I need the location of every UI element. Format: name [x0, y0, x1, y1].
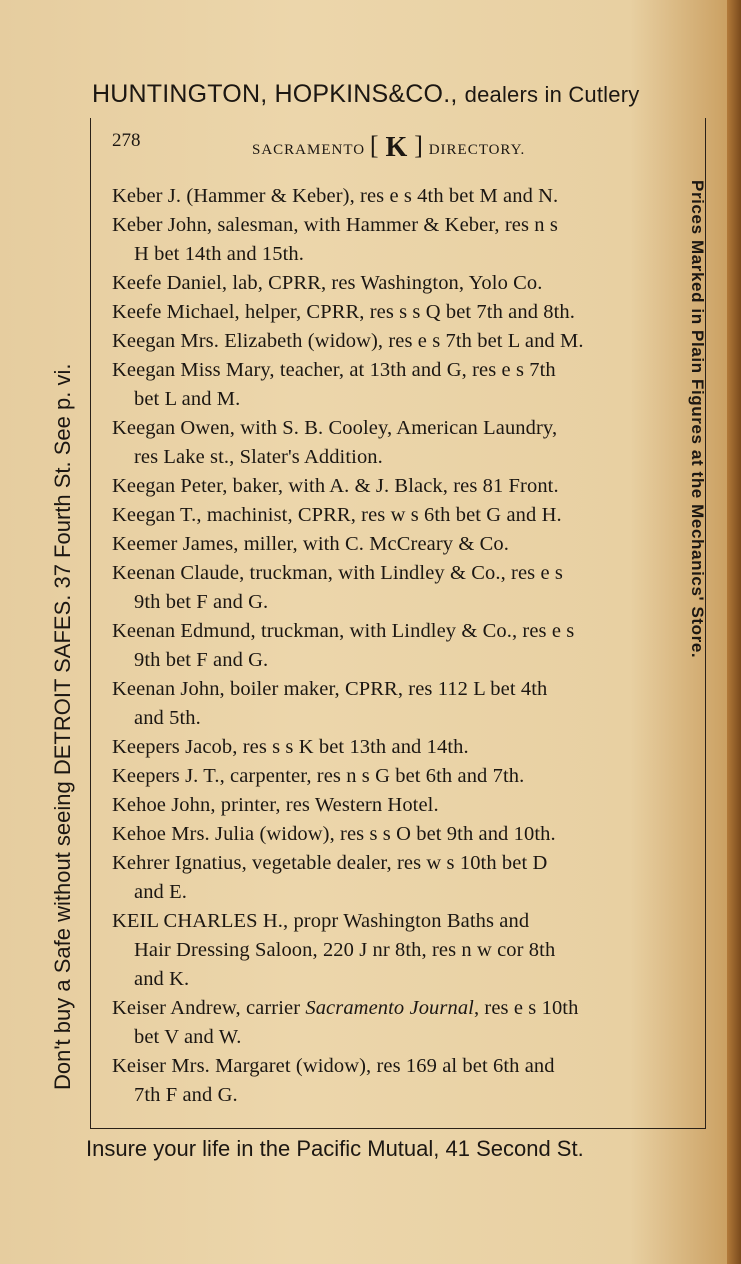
directory-entry	[112, 849, 697, 907]
directory-entry	[112, 530, 697, 559]
running-head	[252, 130, 525, 162]
close-bracket: ]	[414, 131, 424, 160]
entry-line: and 5th.	[134, 707, 201, 729]
entry-line: Kehrer Ignatius, vegetable dealer, res w s 10th bet D	[112, 852, 548, 874]
entry-line: Keegan Miss Mary, teacher, at 13th and G, res e s 7th	[112, 359, 556, 381]
entry-line: Keiser Mrs. Margaret (widow), res 169 al bet 6th and	[112, 1055, 555, 1077]
top-ad-tail: dealers in Cutlery	[464, 82, 640, 107]
entry-line: res Lake st., Slater's Addition.	[134, 446, 383, 468]
top-ad-firm: HUNTINGTON, HOPKINS&CO.,	[92, 80, 458, 108]
entry-line: Keenan Edmund, truckman, with Lindley & Co., res e s	[112, 620, 575, 642]
page-header	[112, 128, 692, 164]
entry-line: and K.	[134, 968, 190, 990]
entry-line: Keegan Peter, baker, with A. & J. Black, res 81 Front.	[112, 475, 559, 497]
book-spine	[727, 0, 741, 1264]
running-head-directory: DIRECTORY.	[428, 142, 526, 158]
entry-line: Keenan Claude, truckman, with Lindley & Co., res e s	[112, 562, 563, 584]
entry-line: Keepers Jacob, res s s K bet 13th and 14th.	[112, 736, 469, 758]
directory-entry	[112, 820, 697, 849]
right-margin-advertisement: Prices Marked in Plain Figures at the Mechanics' Store.	[688, 180, 707, 659]
bottom-advertisement: Insure your life in the Pacific Mutual, 41 Second St.	[86, 1136, 584, 1161]
top-advertisement	[92, 80, 712, 109]
entry-line: Keber John, salesman, with Hammer & Keber, res n s	[112, 214, 558, 236]
directory-entry	[112, 472, 697, 501]
entry-line: 9th bet F and G.	[134, 591, 269, 613]
directory-entry	[112, 1052, 697, 1110]
entry-line: Keemer James, miller, with C. McCreary & Co.	[112, 533, 509, 555]
entry-line: Kehoe John, printer, res Western Hotel.	[112, 794, 439, 816]
directory-entry	[112, 327, 697, 356]
directory-entry	[112, 907, 697, 994]
entry-line: 7th F and G.	[134, 1084, 238, 1106]
entry-line: Keegan Owen, with S. B. Cooley, American Laundry,	[112, 417, 558, 439]
newspaper-title: Sacramento Journal	[305, 997, 474, 1019]
directory-entry	[112, 298, 697, 327]
running-head-city: SACRAMENTO	[252, 142, 366, 158]
left-margin-advertisement: Don't buy a Safe without seeing DETROIT SAFES. 37 Fourth St. See p. vi.	[50, 363, 75, 1090]
entry-line: Hair Dressing Saloon, 220 J nr 8th, res n w cor 8th	[134, 939, 556, 961]
directory-entry	[112, 211, 697, 269]
directory-entry	[112, 356, 697, 414]
directory-entry	[112, 791, 697, 820]
directory-entries	[112, 182, 697, 1110]
entry-line: Keber J. (Hammer & Keber), res e s 4th bet M and N.	[112, 185, 559, 207]
entry-line: Keegan Mrs. Elizabeth (widow), res e s 7th bet L and M.	[112, 330, 584, 352]
page-number: 278	[112, 130, 141, 151]
directory-entry	[112, 269, 697, 298]
entry-line: H bet 14th and 15th.	[134, 243, 304, 265]
section-letter: K	[385, 132, 409, 163]
directory-entry	[112, 501, 697, 530]
open-bracket: [	[369, 131, 380, 160]
entry-line: 9th bet F and G.	[134, 649, 269, 671]
entry-line: Keegan T., machinist, CPRR, res w s 6th bet G and H.	[112, 504, 562, 526]
directory-entry	[112, 617, 697, 675]
entry-line: Kehoe Mrs. Julia (widow), res s s O bet 9th and 10th.	[112, 823, 556, 845]
directory-entry	[112, 675, 697, 733]
directory-entry	[112, 559, 697, 617]
entry-line: bet V and W.	[134, 1026, 242, 1048]
directory-entry	[112, 733, 697, 762]
directory-entry	[112, 414, 697, 472]
directory-entry	[112, 182, 697, 211]
directory-entry	[112, 762, 697, 791]
entry-line: KEIL CHARLES H., propr Washington Baths and	[112, 910, 530, 932]
entry-line: and E.	[134, 881, 187, 903]
directory-entry	[112, 994, 697, 1052]
entry-line: Keefe Michael, helper, CPRR, res s s Q bet 7th and 8th.	[112, 301, 575, 323]
entry-line: Keenan John, boiler maker, CPRR, res 112 L bet 4th	[112, 678, 548, 700]
entry-line: Keefe Daniel, lab, CPRR, res Washington, Yolo Co.	[112, 272, 543, 294]
entry-line: bet L and M.	[134, 388, 241, 410]
entry-line: Keepers J. T., carpenter, res n s G bet 6th and 7th.	[112, 765, 525, 787]
entry-line: Keiser Andrew, carrier Sacramento Journal, res e s 10th	[112, 997, 579, 1019]
